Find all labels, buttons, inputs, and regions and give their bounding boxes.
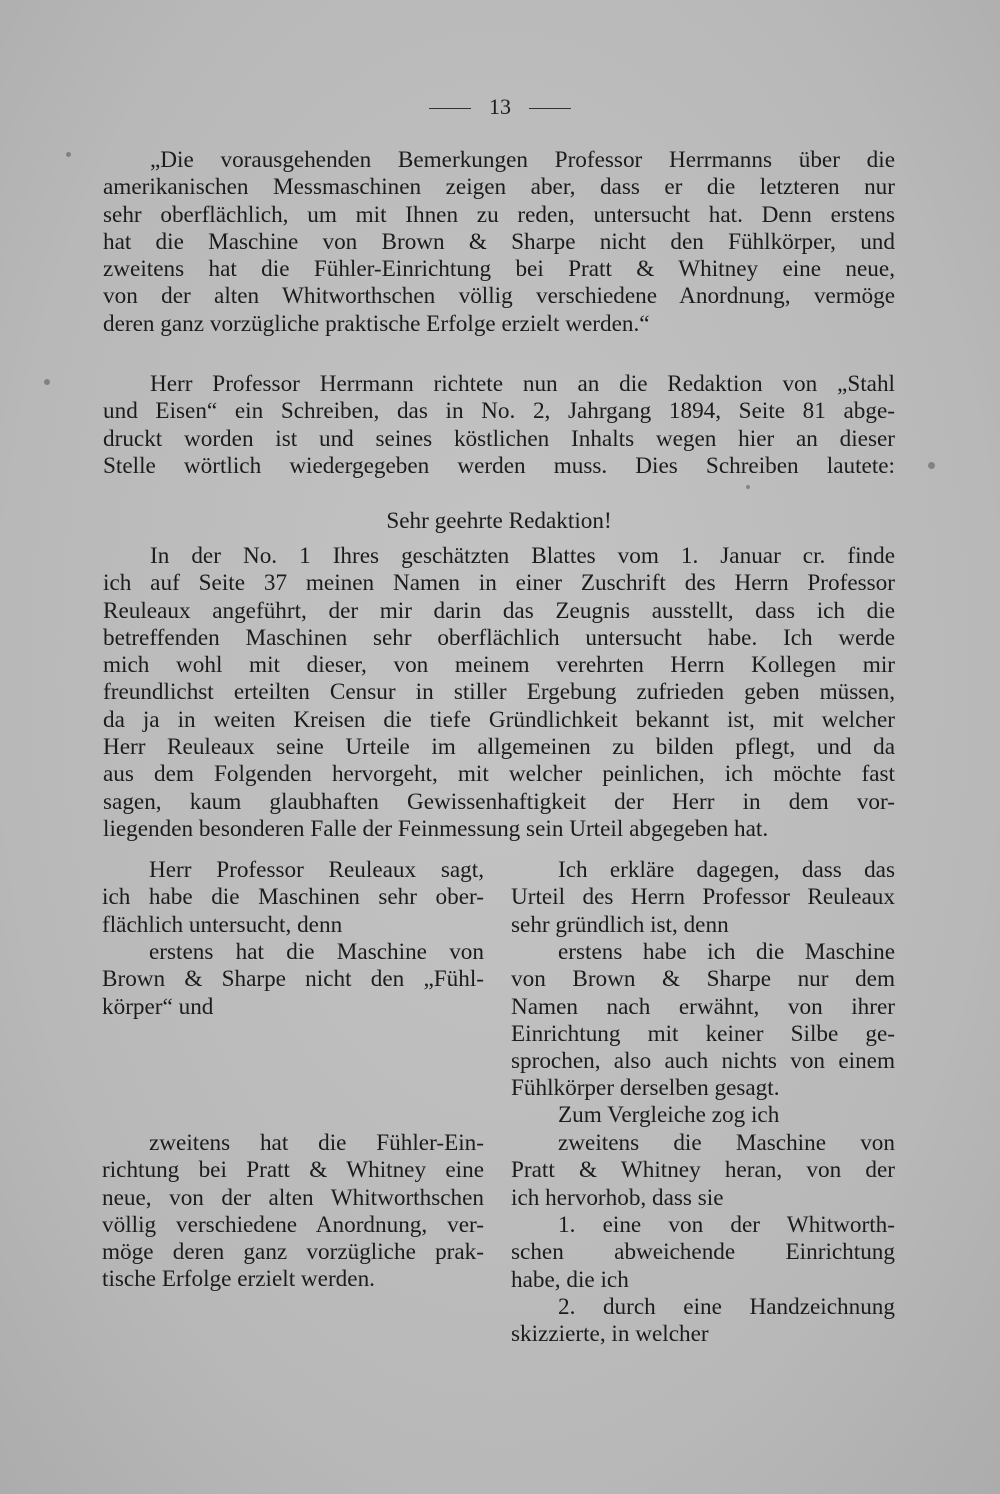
text-line: möge deren ganz vorzügliche prak-	[102, 1239, 484, 1266]
text-line: körper“ und	[102, 993, 214, 1020]
text-line: ich auf Seite 37 meinen Namen in einer Zuschrift des Herrn Professor	[103, 570, 895, 597]
page-header	[0, 94, 1000, 120]
right-column-block-5	[511, 1212, 895, 1294]
text-line: erstens hat die Maschine von	[149, 939, 484, 965]
text-line: Stelle wörtlich wiedergegeben werden muss. Dies Schreiben lautete:	[103, 452, 895, 479]
text-line: sagen, kaum glaubhaften Gewissenhaftigkeit der Herr in dem vor-	[103, 788, 895, 815]
text-line: Reuleaux angeführt, der mir darin das Zeugnis ausstellt, dass ich die	[103, 597, 895, 624]
text-line: Einrichtung mit keiner Silbe ge-	[511, 1020, 895, 1047]
right-column-block-1	[511, 857, 895, 939]
text-line: mich wohl mit dieser, von meinem verehrten Herrn Kollegen mir	[103, 652, 895, 679]
text-line: freundlichst erteilten Censur in stiller Ergebung zufrieden geben müssen,	[103, 679, 895, 706]
text-line: „Die vorausgehenden Bemerkungen Professor Herrmanns über die	[150, 147, 895, 173]
text-line: liegenden besonderen Falle der Feinmessung sein Urteil abgegeben hat.	[103, 815, 769, 842]
text-line: flächlich untersucht, denn	[102, 911, 343, 938]
text-line: und Eisen“ ein Schreiben, das in No. 2, Jahrgang 1894, Seite 81 abge-	[103, 398, 895, 425]
print-speck	[44, 379, 50, 385]
text-line: völlig verschiedene Anordnung, ver-	[102, 1211, 484, 1238]
text-line: ich habe die Maschinen sehr ober-	[102, 884, 484, 911]
text-line: Zum Vergleiche zog ich	[558, 1102, 780, 1128]
quote-paragraph	[103, 147, 895, 338]
left-column-block-2	[102, 939, 484, 1021]
print-speck	[746, 485, 750, 489]
text-line: tische Erfolge erzielt werden.	[102, 1266, 375, 1293]
narrative-paragraph	[103, 371, 895, 480]
text-line: sehr gründlich ist, denn	[511, 911, 729, 938]
text-line: sprochen, also auch nichts von einem	[511, 1048, 895, 1075]
text-line: zweitens hat die Fühler-Einrichtung bei Pratt & Whitney eine neue,	[103, 256, 895, 283]
salutation-text: Sehr geehrte Redaktion!	[386, 508, 612, 534]
text-line: habe, die ich	[511, 1266, 629, 1293]
header-dash-left	[429, 108, 471, 109]
text-line: Herr Professor Herrmann richtete nun an die Redaktion von „Stahl	[150, 371, 895, 397]
right-column-block-2	[511, 939, 895, 1103]
text-line: skizzierte, in welcher	[511, 1321, 709, 1348]
text-line: hat die Maschine von Brown & Sharpe nicht den Fühlkörper, und	[103, 228, 895, 255]
text-line: druckt worden ist und seines köstlichen Inhalts wegen hier an dieser	[103, 425, 895, 452]
text-line: Herr Professor Reuleaux sagt,	[149, 857, 484, 883]
text-line: sehr oberflächlich, um mit Ihnen zu reden, untersucht hat. Denn erstens	[103, 201, 895, 228]
text-line: Brown & Sharpe nicht den „Fühl-	[102, 966, 484, 993]
text-line: amerikanischen Messmaschinen zeigen aber, dass er die letzteren nur	[103, 174, 895, 201]
text-line: schen abweichende Einrichtung	[511, 1239, 895, 1266]
text-line: ich hervorhob, dass sie	[511, 1184, 724, 1211]
text-line: von Brown & Sharpe nur dem	[511, 966, 895, 993]
text-line: aus dem Folgenden hervorgeht, mit welcher peinlichen, ich möchte fast	[103, 761, 895, 788]
text-line: 1. eine von der Whitworth-	[558, 1212, 895, 1238]
text-line: Urteil des Herrn Professor Reuleaux	[511, 884, 895, 911]
text-line: Herr Reuleaux seine Urteile im allgemeinen zu bilden pflegt, und da	[103, 734, 895, 761]
right-column-block-4	[511, 1130, 895, 1212]
text-line: zweitens die Maschine von	[558, 1130, 895, 1156]
right-column-block-3	[511, 1102, 895, 1129]
text-line: betreffenden Maschinen sehr oberflächlich untersucht habe. Ich werde	[103, 624, 895, 651]
header-dash-right	[529, 108, 571, 109]
text-line: erstens habe ich die Maschine	[558, 939, 895, 965]
letter-paragraph	[103, 543, 895, 843]
text-line: da ja in weiten Kreisen die tiefe Gründlichkeit bekannt ist, mit welcher	[103, 706, 895, 733]
text-line: deren ganz vorzügliche praktische Erfolge erzielt werden.“	[103, 310, 650, 337]
letter-salutation	[103, 508, 895, 535]
text-line: neue, von der alten Whitworthschen	[102, 1184, 484, 1211]
text-line: von der alten Whitworthschen völlig verschiedene Anordnung, vermöge	[103, 283, 895, 310]
right-column-block-6	[511, 1294, 895, 1349]
page-number: 13	[489, 94, 511, 119]
text-line: Pratt & Whitney heran, von der	[511, 1157, 895, 1184]
left-column-block-3	[102, 1130, 484, 1294]
text-line: Fühlkörper derselben gesagt.	[511, 1075, 780, 1102]
print-speck	[66, 152, 71, 157]
print-speck	[928, 462, 935, 469]
text-line: In der No. 1 Ihres geschätzten Blattes vom 1. Januar cr. finde	[150, 543, 895, 569]
text-line: 2. durch eine Handzeichnung	[558, 1294, 895, 1320]
left-column-block-1	[102, 857, 484, 939]
text-line: richtung bei Pratt & Whitney eine	[102, 1157, 484, 1184]
text-line: Ich erkläre dagegen, dass das	[558, 857, 895, 883]
text-line: Namen nach erwähnt, von ihrer	[511, 993, 895, 1020]
text-line: zweitens hat die Fühler-Ein-	[149, 1130, 484, 1156]
